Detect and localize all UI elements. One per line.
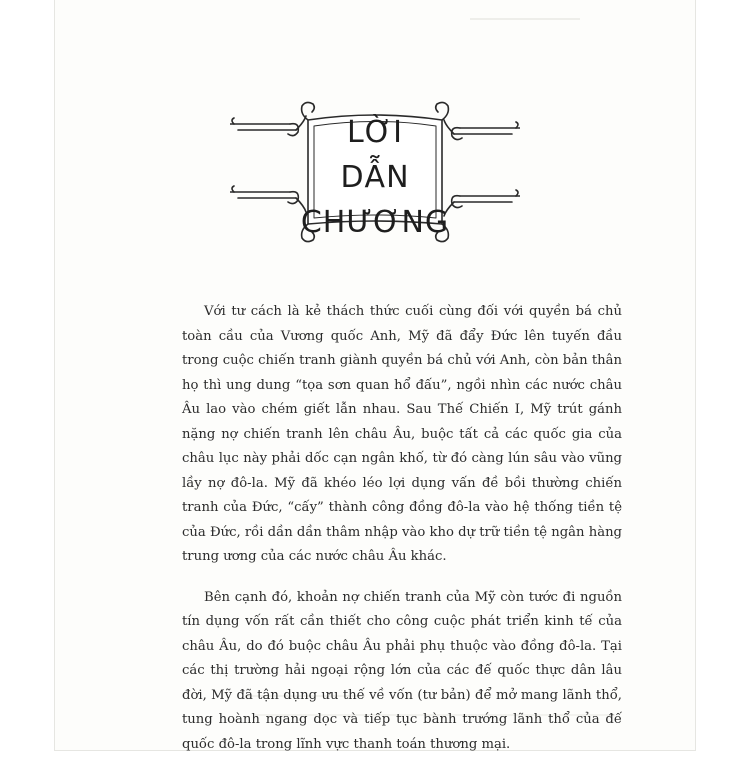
right-flourish-icon: [444, 120, 520, 216]
bleed-through-line: [470, 18, 580, 20]
chapter-title: LỜI DẪN CHƯƠNG: [300, 110, 450, 245]
paragraph: Với tư cách là kẻ thách thức cuối cùng đối với quyền bá chủ toàn cầu của Vương quốc Anh, Mỹ đã đẩy Đức lên tuyến đầu trong cuộc chiến tranh giành quyền bá chủ với Anh, còn bản thân họ thì ung dung “tọa sơn quan hổ đấu”, ngồi nhìn các nước châu Âu lao vào chém giết lẫn nhau. Sau Thế Chiến I, Mỹ trút gánh nặng nợ chiến tranh lên châu Âu, buộc tất cả các quốc gia của châu lục này phải dốc cạn ngân khố, từ đó càng lún sâu vào vũng lầy nợ đô-la. Mỹ đã khéo léo lợi dụng vấn đề bồi thường chiến tranh của Đức, “cấy” thành công đồng đô-la vào hệ thống tiền tệ của Đức, rồi dần dần thâm nhập vào kho dự trữ tiền tệ ngân hàng trung ương của các nước châu Âu khác.: [182, 300, 622, 570]
paragraph: Bên cạnh đó, khoản nợ chiến tranh của Mỹ còn tước đi nguồn tín dụng vốn rất cần thiết cho công cuộc phát triển kinh tế của châu Âu, do đó buộc châu Âu phải phụ thuộc vào đồng đô-la. Tại các thị trường hải ngoại rộng lớn của các đế quốc thực dân lâu đời, Mỹ đã tận dụng ưu thế về vốn (tư bản) để mở mang lãnh thổ, tung hoành ngang dọc và tiếp tục bành trướng lãnh thổ của đế quốc đô-la trong lĩnh vực thanh toán thương mại.: [182, 586, 622, 757]
left-flourish-icon: [230, 116, 306, 212]
chapter-body: [182, 300, 622, 757]
